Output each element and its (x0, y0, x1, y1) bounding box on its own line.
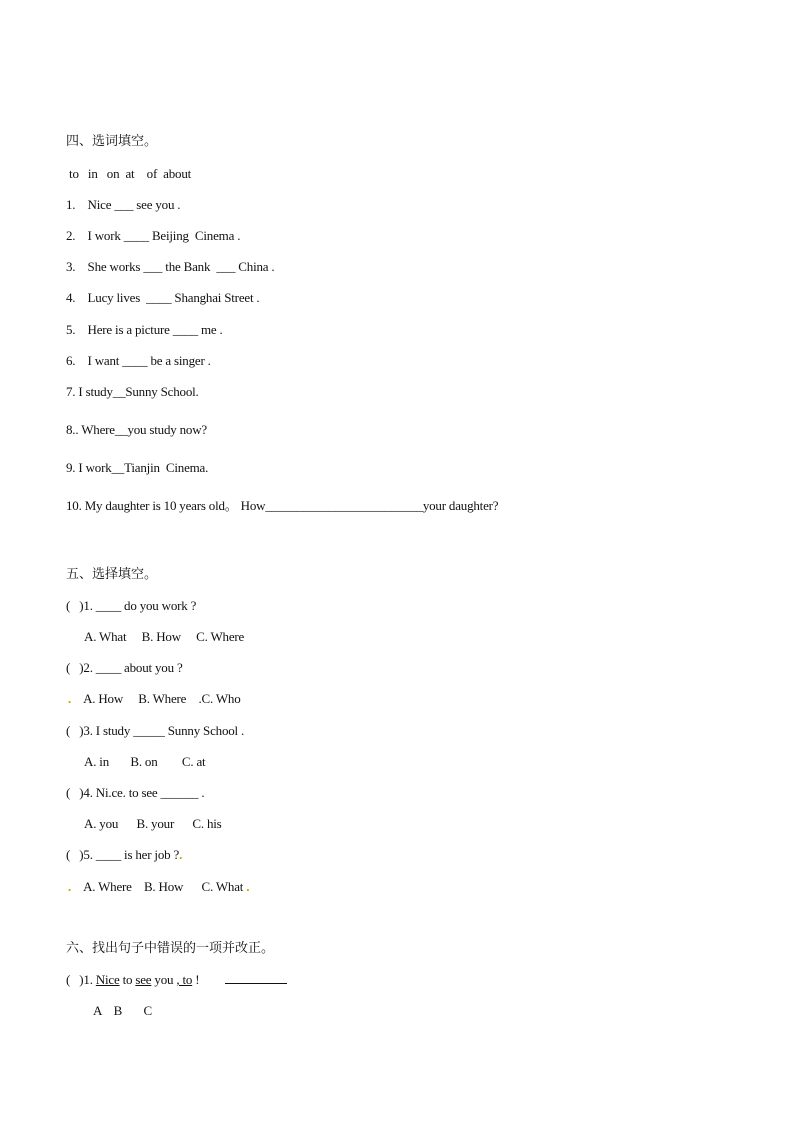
sec5-options-5: A. Where B. How C. What (83, 879, 247, 894)
sec4-item-4: 4. Lucy lives ____ Shanghai Street . (66, 290, 260, 305)
sec5-options-3: A. in B. on C. at (84, 754, 206, 769)
sec5-options-1: A. What B. How C. Where (84, 629, 245, 644)
sec5-question-2: ( )2. ____ about you ? (66, 660, 183, 675)
section-6-title: 六、找出句子中错误的一项并改正。 (66, 941, 275, 956)
sec6-options-1: A B C (93, 1003, 152, 1018)
sec5-options-2: A. How B. Where .C. Who (83, 691, 241, 706)
sec6-question-1 (66, 972, 287, 988)
option-c-to: , to (176, 972, 193, 987)
sec5-question-3: ( )3. I study _____ Sunny School . (66, 723, 245, 738)
sec5-options-5-row (68, 879, 249, 895)
mark-dot: . (68, 691, 72, 706)
sec4-item-1: 1. Nice ___ see you . (66, 197, 181, 212)
section-4-title: 四、选词填空。 (66, 134, 158, 149)
answer-blank[interactable] (225, 972, 287, 984)
sec5-question-5: ( )5. ____ is her job ? (66, 847, 180, 862)
sec4-item-3: 3. She works ___ the Bank ___ China . (66, 259, 275, 274)
sec5-options-2-row (68, 691, 241, 707)
section-5-title: 五、选择填空。 (66, 567, 158, 582)
sentence-text: to (119, 972, 136, 987)
question-number: ( )1. (66, 972, 96, 987)
sentence-text: you (151, 972, 177, 987)
sec4-item-5: 5. Here is a picture ____ me . (66, 322, 223, 337)
sec5-options-4: A. you B. your C. his (84, 816, 222, 831)
sentence-end: ! (192, 972, 200, 987)
sec4-item-10: 10. My daughter is 10 years old。 How_________________________your daughter? (66, 498, 499, 513)
mark-dot: . (68, 879, 72, 894)
sec4-item-6: 6. I want ____ be a singer . (66, 353, 211, 368)
option-a-nice: Nice (95, 972, 120, 987)
sec4-item-7: 7. I study__Sunny School. (66, 384, 199, 399)
sec4-item-9: 9. I work__Tianjin Cinema. (66, 460, 209, 475)
sec5-question-5-row (66, 847, 182, 863)
sec5-question-4: ( )4. Ni.ce. to see ______ . (66, 785, 205, 800)
mark-dot: . (246, 879, 250, 894)
sec5-question-1: ( )1. ____ do you work ? (66, 598, 197, 613)
word-bank: to in on at of about (66, 166, 192, 181)
sec4-item-8: 8.. Where__you study now? (66, 422, 207, 437)
mark-dot: . (179, 847, 183, 862)
option-b-see: see (135, 972, 152, 987)
sec4-item-2: 2. I work ____ Beijing Cinema . (66, 228, 241, 243)
